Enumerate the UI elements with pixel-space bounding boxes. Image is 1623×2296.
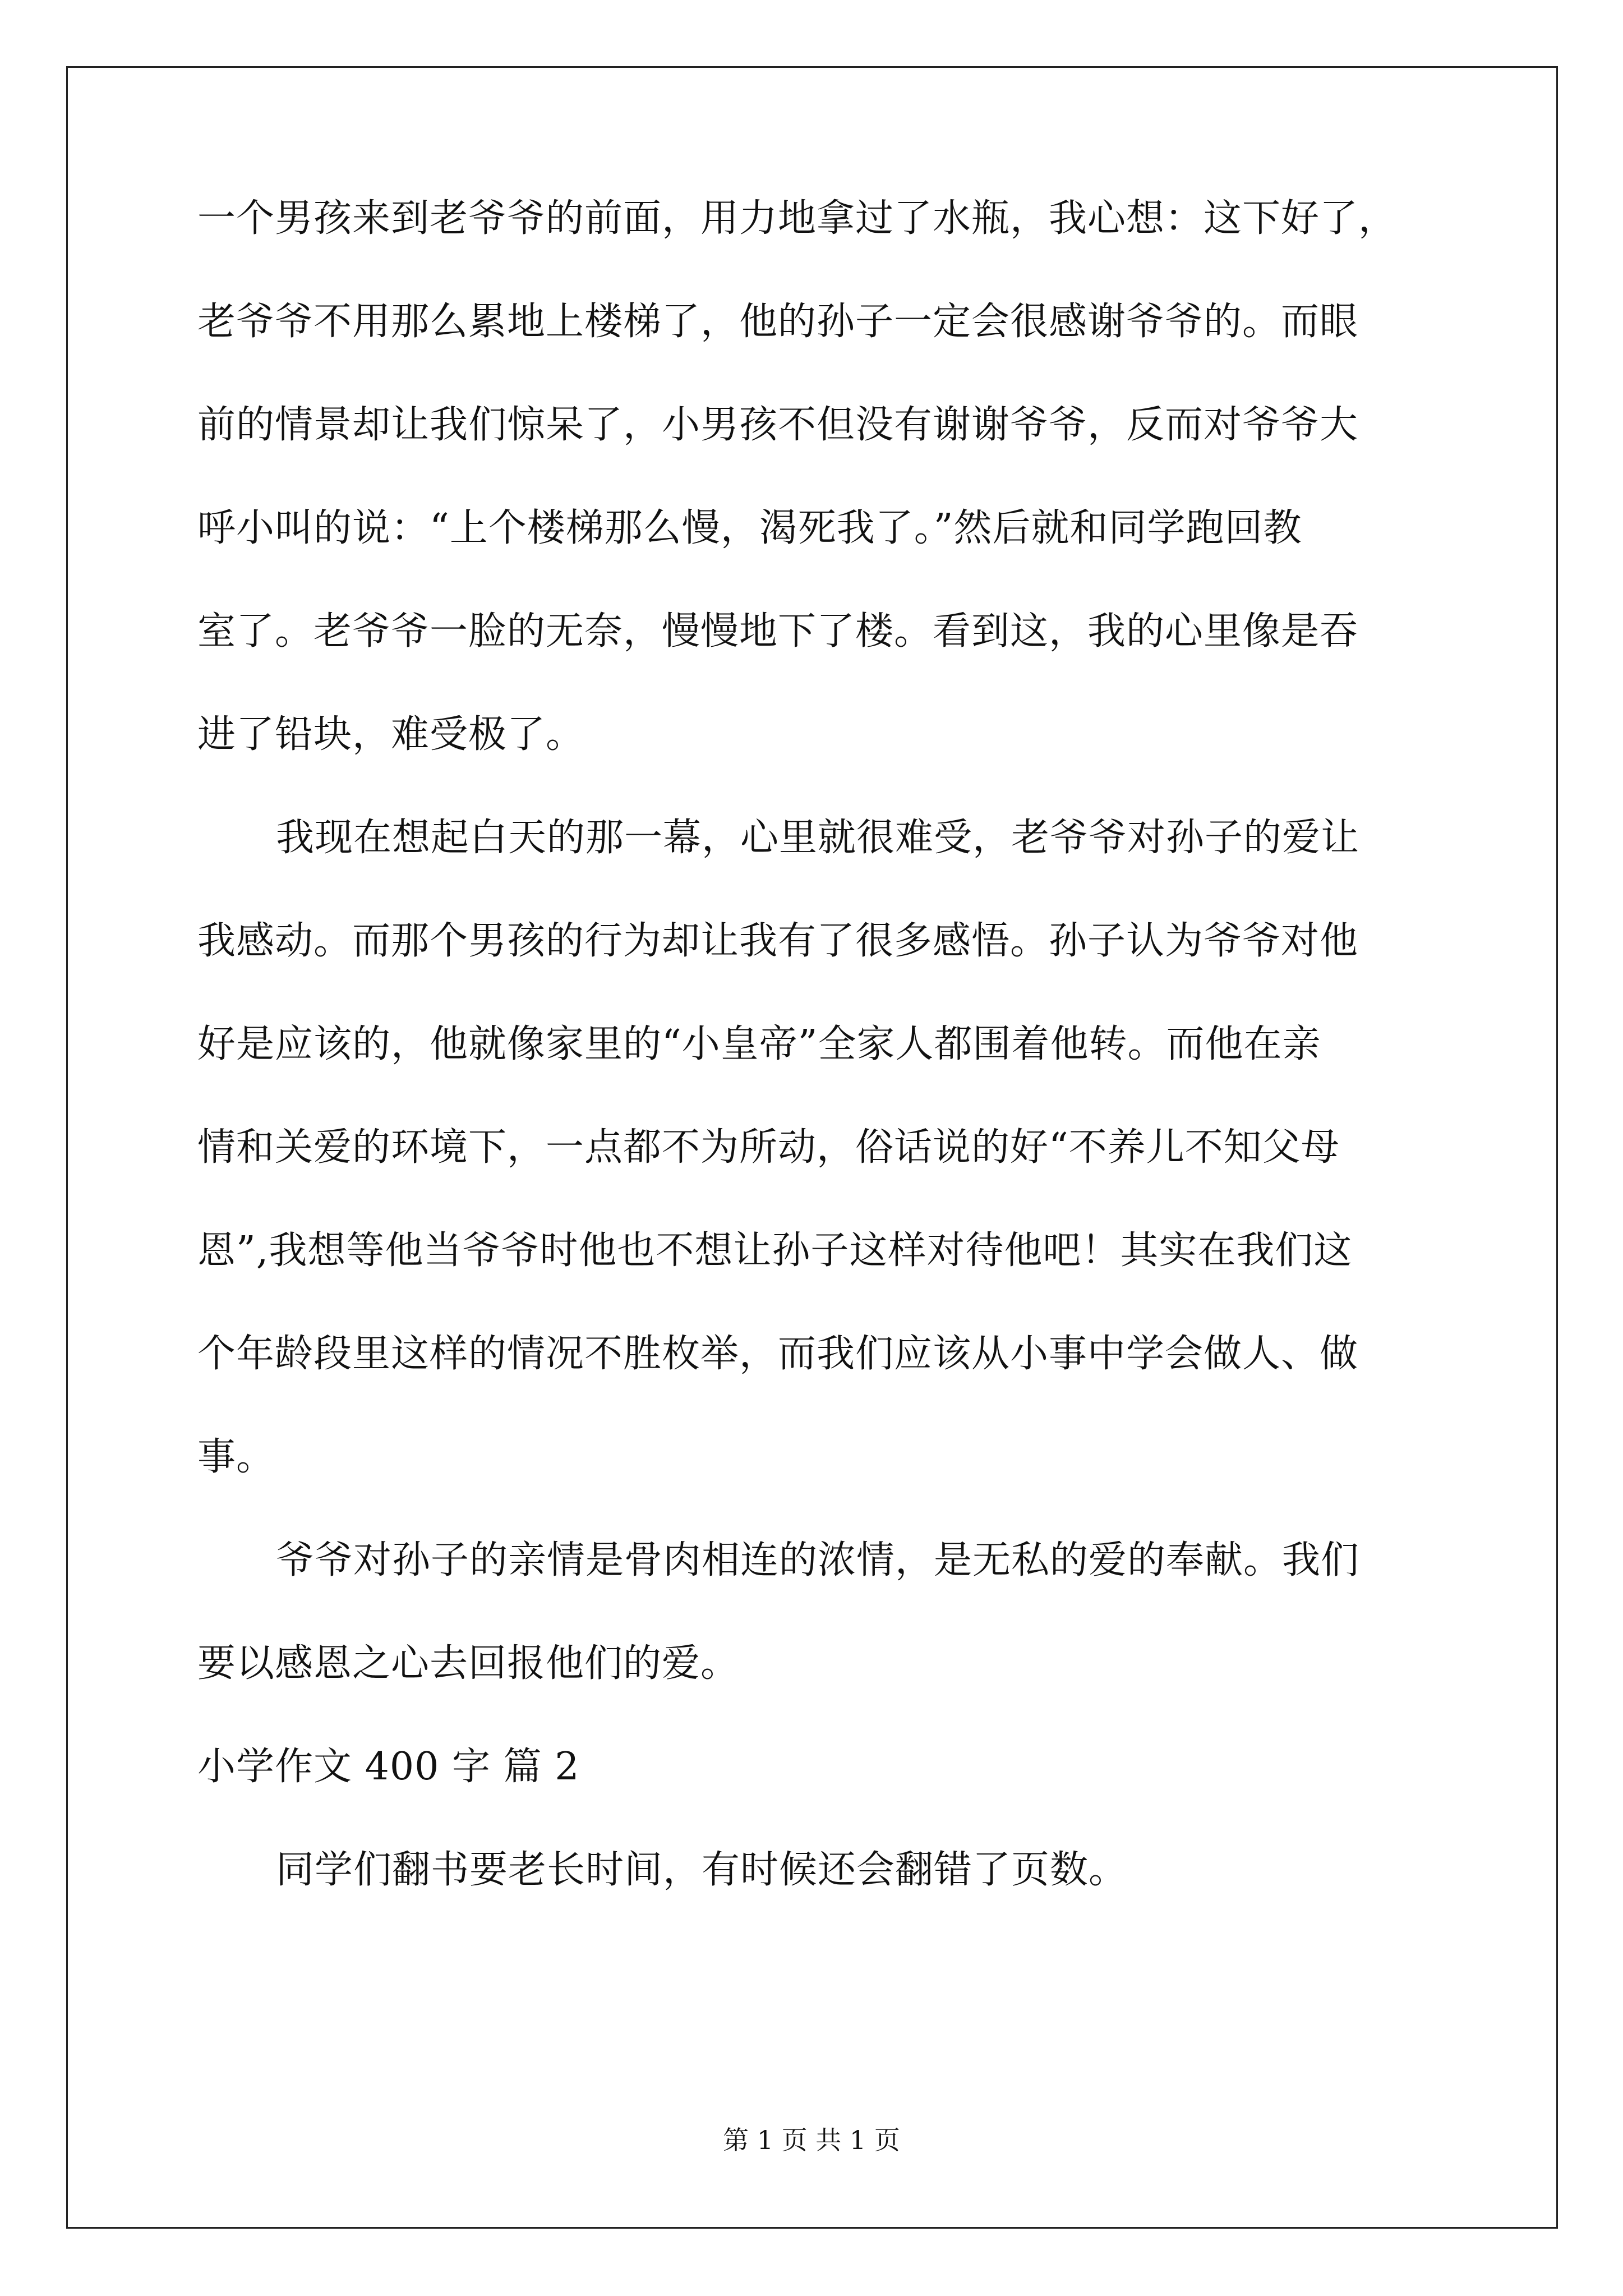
paragraph-line: 老爷爷不用那么累地上楼梯了，他的孙子一定会很感谢爷爷的。而眼 bbox=[197, 300, 1359, 344]
paragraph-line: 好是应该的，他就像家里的“小皇帝”全家人都围着他转。而他在亲 bbox=[197, 1022, 1321, 1066]
paragraph-line: 前的情景却让我们惊呆了，小男孩不但没有谢谢爷爷，反而对爷爷大 bbox=[197, 403, 1359, 447]
paragraph-line: 恩”,我想等他当爷爷时他也不想让孙子这样对待他吧！其实在我们这 bbox=[197, 1228, 1353, 1273]
paragraph-line: 我现在想起白天的那一幕，心里就很难受，老爷爷对孙子的爱让 bbox=[276, 816, 1360, 860]
paragraph-line: 进了铅块，难受极了。 bbox=[197, 712, 585, 757]
document-body bbox=[197, 191, 1442, 1945]
paragraph-line: 一个男孩来到老爷爷的前面，用力地拿过了水瓶，我心想：这下好了， bbox=[197, 196, 1398, 241]
paragraph-line: 我感动。而那个男孩的行为却让我有了很多感悟。孙子认为爷爷对他 bbox=[197, 919, 1359, 963]
paragraph-line: 个年龄段里这样的情况不胜枚举，而我们应该从小事中学会做人、做 bbox=[197, 1332, 1359, 1376]
paragraph-line: 爷爷对孙子的亲情是骨肉相连的浓情，是无私的爱的奉献。我们 bbox=[276, 1538, 1360, 1582]
paragraph-line: 要以感恩之心去回报他们的爱。 bbox=[197, 1641, 740, 1686]
paragraph-line: 同学们翻书要老长时间，有时候还会翻错了页数。 bbox=[276, 1848, 1128, 1892]
page-number: 第 1 页 共 1 页 bbox=[723, 2125, 900, 2155]
section-heading: 小学作文 400 字 篇 2 bbox=[197, 1745, 580, 1789]
paragraph-line: 室了。老爷爷一脸的无奈，慢慢地下了楼。看到这，我的心里像是吞 bbox=[197, 609, 1359, 654]
paragraph-line: 情和关爱的环境下，一点都不为所动，俗话说的好“不养儿不知父母 bbox=[197, 1125, 1340, 1170]
paragraph-line: 事。 bbox=[197, 1435, 275, 1479]
paragraph-line: 呼小叫的说：“上个楼梯那么慢，渴死我了。”然后就和同学跑回教 bbox=[197, 506, 1302, 550]
